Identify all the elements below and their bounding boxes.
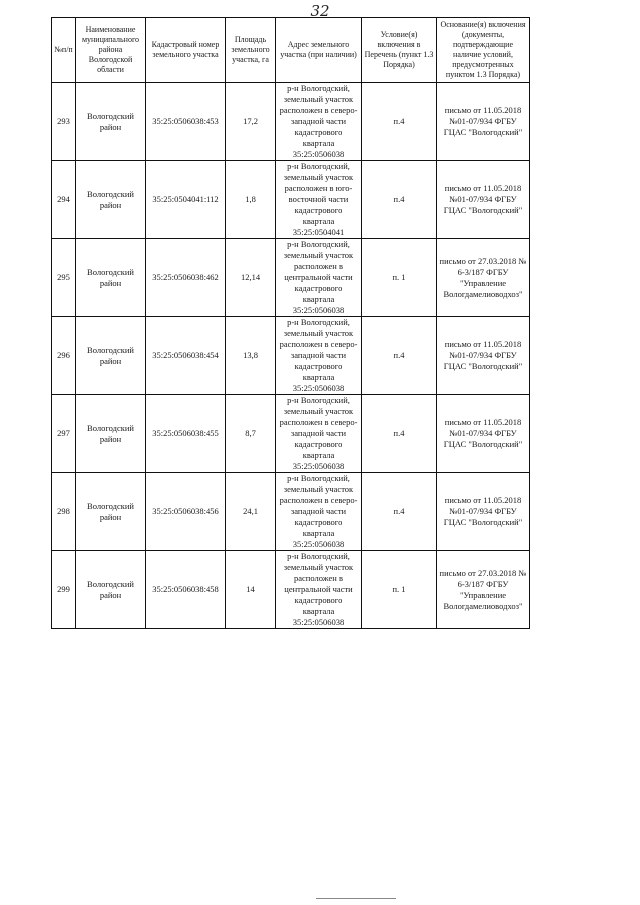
cell-area: 1,8: [226, 161, 276, 239]
cell-area: 14: [226, 551, 276, 629]
table-row: [52, 83, 530, 161]
cell-basis: письмо от 11.05.2018 №01-07/934 ФГБУ ГЦАС "Вологодский": [437, 473, 530, 551]
cell-district: Вологодский район: [76, 239, 146, 317]
cell-address: р-н Вологодский, земельный участок расположен в северо-западной части кадастрового квартала 35:25:0506038: [276, 473, 362, 551]
cell-condition: п.4: [362, 473, 437, 551]
header-number: №п/п: [52, 18, 76, 83]
cell-condition: п.4: [362, 83, 437, 161]
cell-address: р-н Вологодский, земельный участок расположен в центральной части кадастрового квартала 35:25:0506038: [276, 551, 362, 629]
cell-number: 295: [52, 239, 76, 317]
table-row: [52, 239, 530, 317]
cell-cadastral-number: 35:25:0506038:458: [146, 551, 226, 629]
cell-district: Вологодский район: [76, 473, 146, 551]
cell-area: 17,2: [226, 83, 276, 161]
cell-cadastral-number: 35:25:0506038:462: [146, 239, 226, 317]
header-district: Наименование муниципального района Вологодской области: [76, 18, 146, 83]
cell-cadastral-number: 35:25:0504041:112: [146, 161, 226, 239]
header-area: Площадь земельного участка, га: [226, 18, 276, 83]
cell-condition: п.4: [362, 161, 437, 239]
cell-area: 13,8: [226, 317, 276, 395]
table-row: [52, 473, 530, 551]
table-row: [52, 551, 530, 629]
cell-condition: п. 1: [362, 551, 437, 629]
page-number: 32: [310, 2, 330, 20]
cell-basis: письмо от 11.05.2018 №01-07/934 ФГБУ ГЦАС "Вологодский": [437, 317, 530, 395]
cell-area: 24,1: [226, 473, 276, 551]
cell-condition: п. 1: [362, 239, 437, 317]
header-address: Адрес земельного участка (при наличии): [276, 18, 362, 83]
bottom-scan-line: [316, 898, 396, 899]
cell-district: Вологодский район: [76, 83, 146, 161]
table-row: [52, 395, 530, 473]
cell-number: 296: [52, 317, 76, 395]
header-condition: Условие(я) включения в Перечень (пункт 1.3 Порядка): [362, 18, 437, 83]
cell-condition: п.4: [362, 317, 437, 395]
table-row: [52, 317, 530, 395]
cell-basis: письмо от 11.05.2018 №01-07/934 ФГБУ ГЦАС "Вологодский": [437, 83, 530, 161]
cell-area: 12,14: [226, 239, 276, 317]
cell-district: Вологодский район: [76, 317, 146, 395]
cell-cadastral-number: 35:25:0506038:453: [146, 83, 226, 161]
table-header-row: [52, 18, 530, 83]
cell-cadastral-number: 35:25:0506038:454: [146, 317, 226, 395]
cell-address: р-н Вологодский, земельный участок расположен в северо-западной части кадастрового квартала 35:25:0506038: [276, 395, 362, 473]
header-cadastral-number: Кадастровый номер земельного участка: [146, 18, 226, 83]
cell-basis: письмо от 27.03.2018 № 6-3/187 ФГБУ "Управление Вологдамелиоводхоз": [437, 551, 530, 629]
cell-address: р-н Вологодский, земельный участок расположен в центральной части кадастрового квартала 35:25:0506038: [276, 239, 362, 317]
cell-cadastral-number: 35:25:0506038:456: [146, 473, 226, 551]
cell-address: р-н Вологодский, земельный участок расположен в юго-восточной части кадастрового квартала 35:25:0504041: [276, 161, 362, 239]
cell-basis: письмо от 11.05.2018 №01-07/934 ФГБУ ГЦАС "Вологодский": [437, 161, 530, 239]
land-plots-table: [51, 17, 530, 629]
header-basis: Основание(я) включения (документы, подтверждающие наличие условий, предусмотренных пунктом 1.3 Порядка): [437, 18, 530, 83]
cell-condition: п.4: [362, 395, 437, 473]
cell-number: 297: [52, 395, 76, 473]
cell-district: Вологодский район: [76, 161, 146, 239]
cell-district: Вологодский район: [76, 551, 146, 629]
cell-number: 299: [52, 551, 76, 629]
table-row: [52, 161, 530, 239]
cell-cadastral-number: 35:25:0506038:455: [146, 395, 226, 473]
cell-area: 8,7: [226, 395, 276, 473]
cell-address: р-н Вологодский, земельный участок расположен в северо-западной части кадастрового квартала 35:25:0506038: [276, 317, 362, 395]
cell-basis: письмо от 11.05.2018 №01-07/934 ФГБУ ГЦАС "Вологодский": [437, 395, 530, 473]
cell-number: 293: [52, 83, 76, 161]
cell-number: 294: [52, 161, 76, 239]
cell-district: Вологодский район: [76, 395, 146, 473]
cell-basis: письмо от 27.03.2018 № 6-3/187 ФГБУ "Управление Вологдамелиоводхоз": [437, 239, 530, 317]
cell-address: р-н Вологодский, земельный участок расположен в северо-западной части кадастрового квартала 35:25:0506038: [276, 83, 362, 161]
cell-number: 298: [52, 473, 76, 551]
